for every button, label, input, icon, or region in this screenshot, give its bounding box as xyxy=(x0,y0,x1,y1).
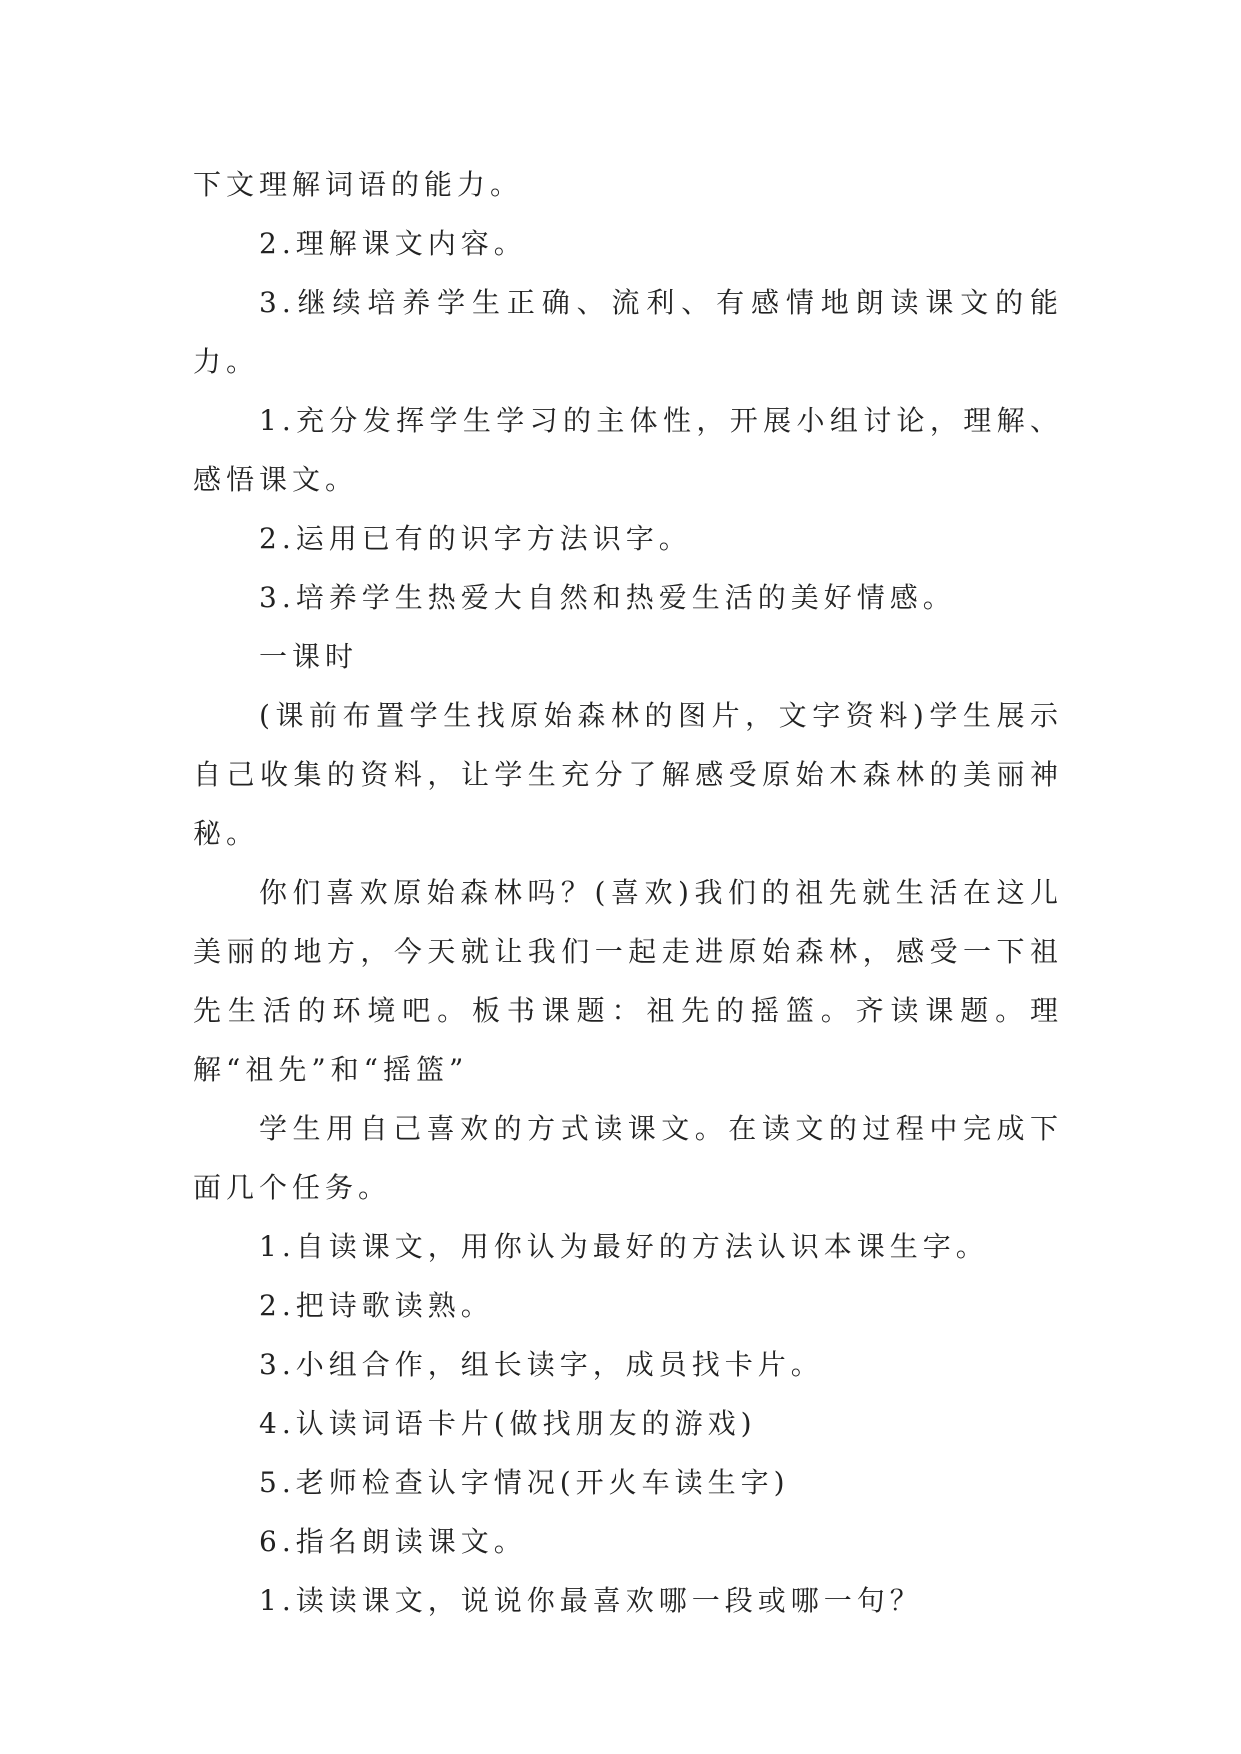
paragraph: 一课时 xyxy=(259,640,359,673)
paragraph: 3.培养学生热爱大自然和热爱生活的美好情感。 xyxy=(259,581,956,614)
paragraph: 1.自读课文，用你认为最好的方法认识本课生字。 xyxy=(259,1230,989,1263)
paragraph: 6.指名朗读课文。 xyxy=(259,1525,527,1558)
paragraph: 你们喜欢原始森林吗？(喜欢)我们的祖先就生活在这儿美丽的地方，今天就让我们一起走进原始森林，感受一下祖先生活的环境吧。板书课题：祖先的摇篮。齐读课题。理解“祖先”和“摇篮” xyxy=(193,876,1063,1086)
paragraph: 5.老师检查认字情况(开火车读生字) xyxy=(259,1466,790,1499)
paragraph: 1.充分发挥学生学习的主体性，开展小组讨论，理解、感悟课文。 xyxy=(193,404,1063,496)
paragraph: 2.把诗歌读熟。 xyxy=(259,1289,494,1322)
document-body xyxy=(193,155,1063,1630)
paragraph: 4.认读词语卡片(做找朋友的游戏) xyxy=(259,1407,757,1440)
paragraph: 2.运用已有的识字方法识字。 xyxy=(259,522,692,555)
paragraph: 3.继续培养学生正确、流利、有感情地朗读课文的能力。 xyxy=(193,286,1063,378)
paragraph: 学生用自己喜欢的方式读课文。在读文的过程中完成下面几个任务。 xyxy=(193,1112,1063,1204)
paragraph: (课前布置学生找原始森林的图片，文字资料)学生展示自己收集的资料，让学生充分了解感受原始木森林的美丽神秘。 xyxy=(193,699,1063,850)
paragraph: 1.读读课文，说说你最喜欢哪一段或哪一句？ xyxy=(259,1584,923,1617)
paragraph: 3.小组合作，组长读字，成员找卡片。 xyxy=(259,1348,824,1381)
paragraph: 下文理解词语的能力。 xyxy=(193,168,524,201)
paragraph: 2.理解课文内容。 xyxy=(259,227,527,260)
